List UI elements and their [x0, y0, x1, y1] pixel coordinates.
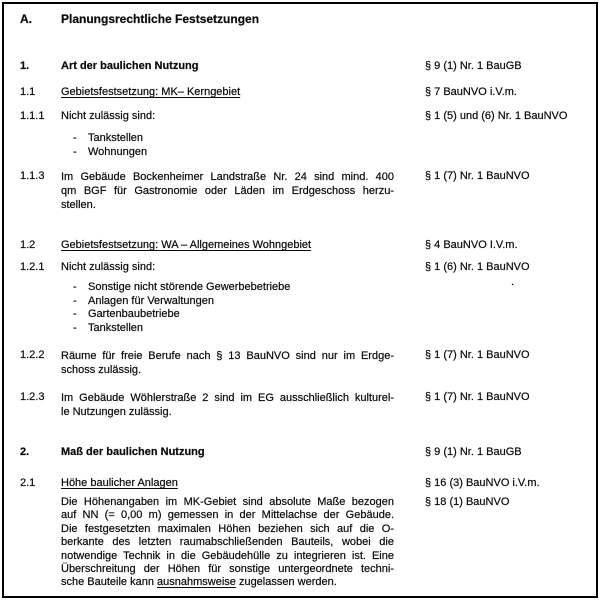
dash-bullet: - — [73, 308, 77, 321]
section-text: Nicht zulässig sind: — [61, 110, 156, 122]
legal-reference: § 16 (3) BauNVO i.V.m. — [425, 477, 540, 489]
legal-reference: § 18 (1) BauNVO — [425, 496, 510, 508]
dash-bullet: - — [73, 294, 77, 307]
paragraph-line: auf NN (= 0,00 m) gemessen in der Mittelachse der Gebäude. — [61, 509, 394, 522]
legal-reference: § 9 (1) Nr. 1 BauGB — [425, 60, 522, 72]
paragraph-line: stellen. — [61, 199, 96, 211]
section-number: A. — [20, 12, 32, 26]
paragraph-text: sche Bauteile kann — [61, 576, 158, 589]
list-item — [73, 308, 394, 322]
section-number: 1.1.3 — [20, 170, 45, 182]
bullet-list — [73, 281, 394, 335]
list-item — [73, 281, 394, 295]
section-paragraph — [61, 349, 394, 377]
section-number: 1.2 — [20, 239, 36, 251]
legal-reference: § 1 (7) Nr. 1 BauNVO — [425, 391, 530, 403]
legal-reference: § 9 (1) Nr. 1 BauGB — [425, 446, 522, 458]
section-heading: Maß der baulichen Nutzung — [61, 446, 205, 458]
list-item-label: Tankstellen — [88, 321, 144, 334]
section-number: 1. — [20, 60, 30, 72]
paragraph-line: Die Höhenangaben im MK-Gebiet sind absolute Maße bezogen — [61, 496, 394, 508]
dash-bullet: - — [73, 281, 77, 293]
bullet-list — [73, 132, 394, 159]
emphasized-word: ausnahmsweise — [157, 576, 236, 589]
section-heading: Gebietsfestsetzung: MK– Kerngebiet — [61, 86, 241, 98]
dash-bullet: - — [73, 321, 77, 334]
paragraph-line: notwendige Technik in die Gebäudehülle zu integrieren ist. Eine — [61, 549, 394, 562]
paragraph-line: Räume für freie Berufe nach § 13 BauNVO sind nur im Erdge- — [61, 350, 394, 362]
list-item-label: Tankstellen — [88, 132, 144, 144]
paragraph-line: Im Gebäude Bockenheimer Landstraße Nr. 24 sind mind. 400 — [61, 171, 394, 183]
list-item-label: Anlagen für Verwaltungen — [88, 294, 214, 307]
dash-bullet: - — [73, 145, 77, 158]
section-number: 2.1 — [20, 477, 36, 489]
list-item — [73, 322, 394, 336]
list-item-label: Wohnungen — [88, 145, 148, 158]
section-paragraph — [61, 391, 394, 419]
section-number: 1.2.1 — [20, 261, 45, 273]
legal-reference: § 1 (7) Nr. 1 BauNVO — [425, 170, 530, 182]
dash-bullet: - — [73, 132, 77, 144]
paragraph-line: Im Gebäude Wöhlerstraße 2 sind im EG ausschließlich kulturel- — [61, 392, 394, 404]
paragraph-line: schoss zulässig. — [61, 364, 142, 376]
paragraph-line: qm BGF für Gastronomie oder Läden im Erdgeschoss herzu- — [61, 185, 394, 197]
section-number: 1.1 — [20, 86, 36, 98]
section-paragraph — [61, 170, 394, 212]
legal-reference: § 4 BauNVO I.V.m. — [425, 239, 518, 251]
legal-reference: § 1 (5) und (6) Nr. 1 BauNVO — [425, 110, 568, 122]
scan-artifact-dot: . — [511, 276, 515, 288]
page-title: Planungsrechtliche Festsetzungen — [61, 12, 260, 26]
paragraph-line: berkante des letzten raumabschließenden Bauteils, wobei die — [61, 536, 394, 549]
list-item — [73, 132, 394, 146]
legal-reference: § 1 (6) Nr. 1 BauNVO — [425, 261, 530, 273]
section-heading: Gebietsfestsetzung: WA – Allgemeines Wohngebiet — [61, 239, 312, 251]
legal-reference: § 1 (7) Nr. 1 BauNVO — [425, 349, 530, 361]
section-number: 2. — [20, 446, 30, 458]
legal-reference: § 7 BauNVO i.V.m. — [425, 86, 517, 98]
section-number: 1.2.2 — [20, 349, 45, 361]
paragraph-last-line — [61, 576, 394, 589]
paragraph-text: zugelassen werden. — [235, 576, 337, 589]
paragraph-line: le Nutzungen zulässig. — [61, 406, 172, 418]
section-text: Nicht zulässig sind: — [61, 261, 156, 273]
list-item — [73, 146, 394, 160]
section-number: 1.2.3 — [20, 391, 45, 403]
paragraph-line: Die festgesetzten maximalen Höhen beziehen sich auf die O- — [61, 522, 394, 535]
section-paragraph — [61, 496, 394, 590]
list-item — [73, 295, 394, 309]
section-heading: Art der baulichen Nutzung — [61, 60, 199, 72]
section-heading: Höhe baulicher Anlagen — [61, 477, 178, 489]
paragraph-line: Überschreitung der Höhen für sonstige untergeordnete techni- — [61, 563, 394, 576]
list-item-label: Gartenbaubetriebe — [88, 308, 180, 321]
list-item-label: Sonstige nicht störende Gewerbebetriebe — [88, 281, 291, 293]
section-number: 1.1.1 — [20, 110, 45, 122]
